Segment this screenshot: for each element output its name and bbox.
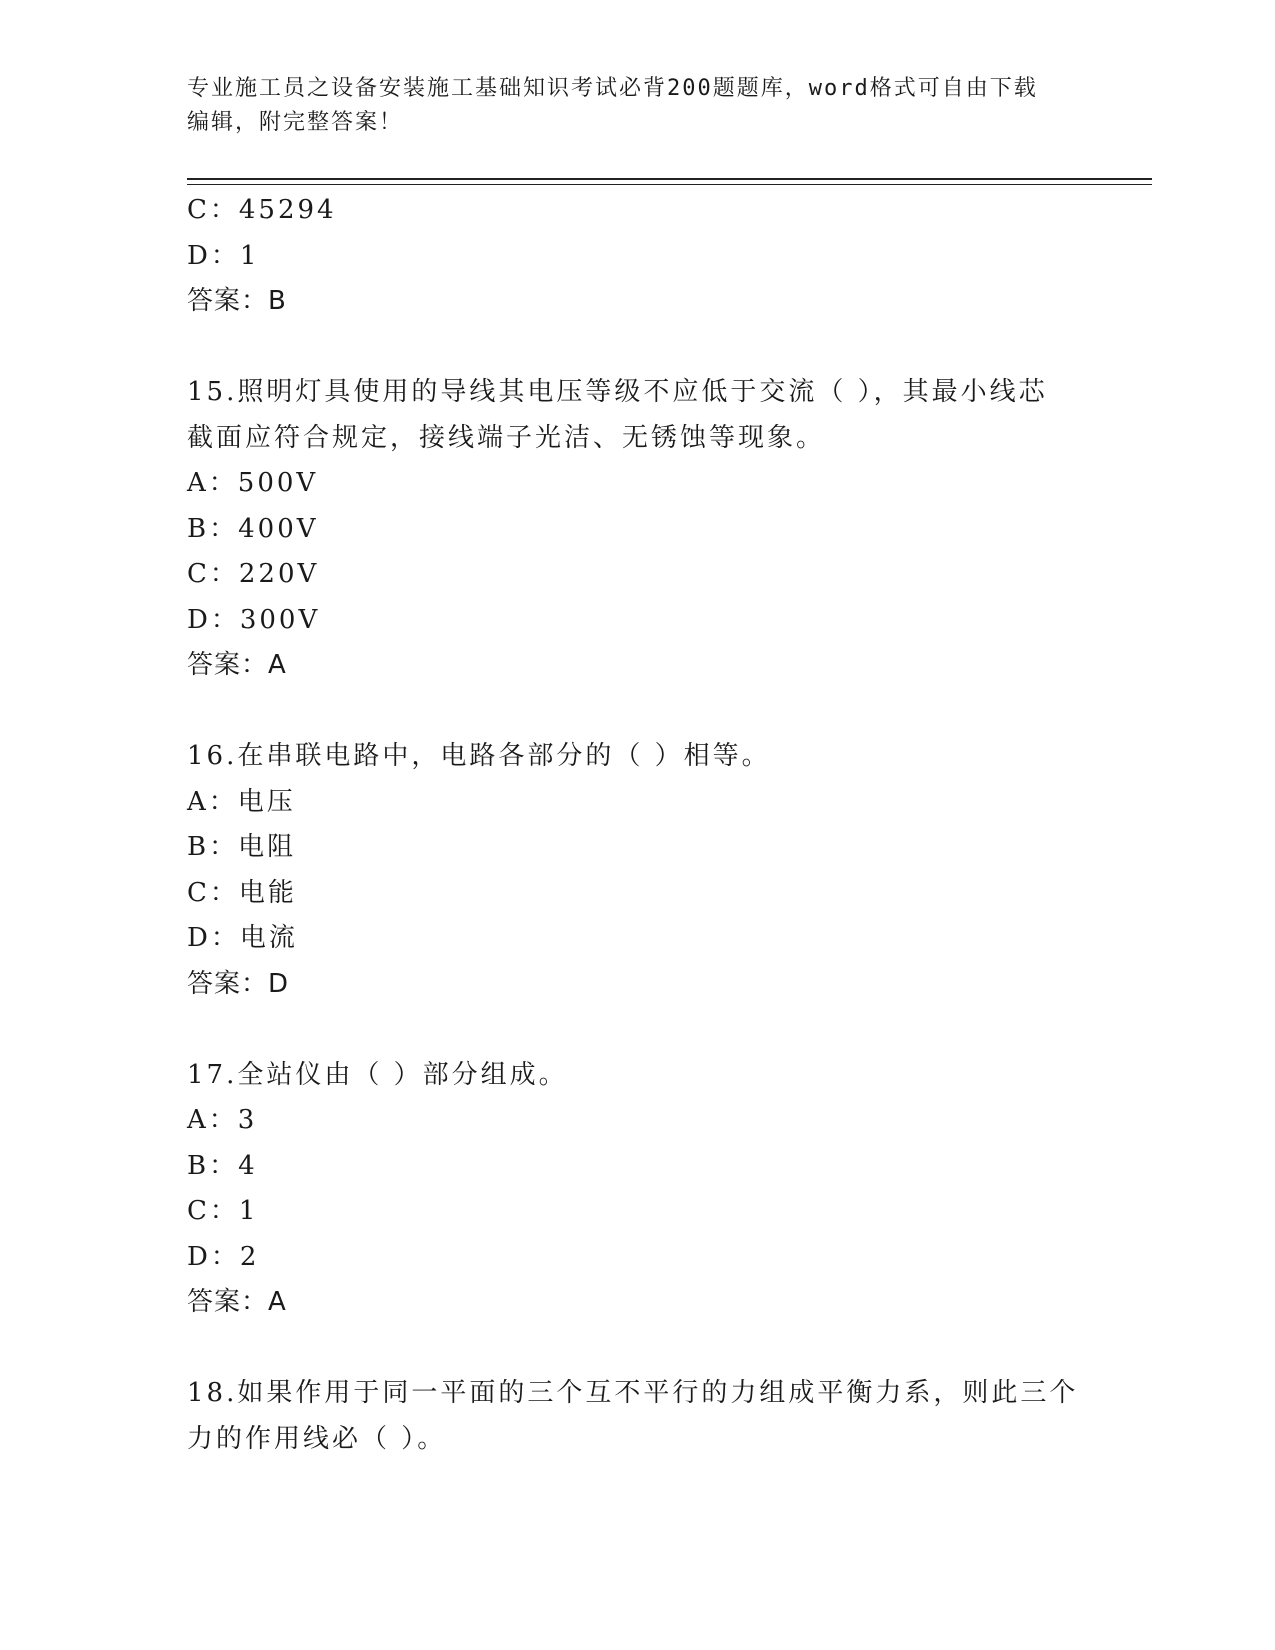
header-title-line1: 专业施工员之设备安装施工基础知识考试必背200题题库，word格式可自由下载 — [187, 76, 1038, 101]
question-18 — [187, 1371, 1087, 1462]
option-c: C：电能 — [187, 877, 297, 908]
header-title-line2: 编辑，附完整答案！ — [187, 110, 404, 135]
option-b: B：电阻 — [187, 832, 297, 862]
question-stem: 16.在串联电路中，电路各部分的（ ）相等。 — [187, 741, 771, 771]
question-stem-continued: 截面应符合规定，接线端子光洁、无锈蚀等现象。 — [187, 422, 826, 453]
option-d: D：300V — [187, 604, 321, 635]
option-d: D：电流 — [187, 923, 298, 953]
answer-line: 答案：B — [187, 286, 287, 316]
question-stem: 18.如果作用于同一平面的三个互不平行的力组成平衡力系，则此三个 — [187, 1378, 1079, 1408]
answer-line: 答案：D — [187, 968, 290, 999]
document-header — [187, 72, 1067, 140]
option-a: A：电压 — [187, 786, 296, 817]
option-a: A：500V — [187, 468, 319, 498]
option-a: A：3 — [187, 1105, 258, 1135]
option-b: B：4 — [187, 1150, 258, 1181]
question-17 — [187, 1053, 1087, 1326]
header-divider-thick — [187, 178, 1152, 180]
question-stem: 15.照明灯具使用的导线其电压等级不应低于交流（ ），其最小线芯 — [187, 377, 1048, 407]
header-divider-thin — [187, 184, 1152, 185]
question-stem: 17.全站仪由（ ）部分组成。 — [187, 1059, 568, 1090]
question-16 — [187, 734, 1087, 1007]
question-14-tail — [187, 188, 1087, 325]
question-spacer — [187, 689, 1087, 735]
question-spacer — [187, 1007, 1087, 1053]
answer-line: 答案：A — [187, 650, 287, 680]
question-spacer — [187, 1326, 1087, 1372]
answer-line: 答案：A — [187, 1287, 287, 1317]
option-c: C：45294 — [187, 195, 337, 225]
option-d: D：1 — [187, 240, 260, 271]
option-c: C：1 — [187, 1196, 259, 1226]
option-d: D：2 — [187, 1241, 260, 1272]
option-c: C：220V — [187, 559, 320, 589]
question-list — [187, 188, 1087, 1462]
option-b: B：400V — [187, 513, 319, 544]
question-spacer — [187, 325, 1087, 371]
question-stem-continued: 力的作用线必（ ）。 — [187, 1423, 447, 1454]
question-15 — [187, 370, 1087, 689]
